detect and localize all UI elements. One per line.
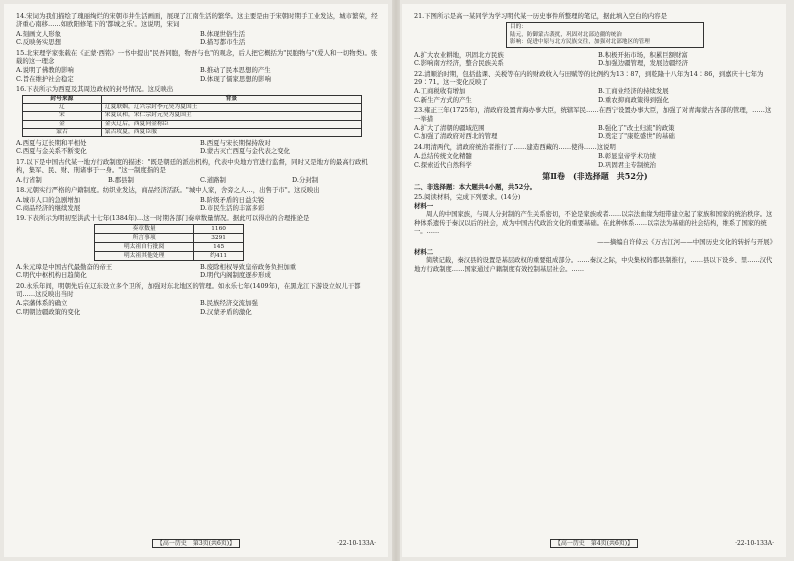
question-22: 22.清顺治时期，包括盐课、关税等在内的财政收入与田赋等的比例约为13∶87，到乾隆十八年为14∶86，到嘉庆十七年为29∶71。这一变化反映了 [414, 69, 764, 86]
section-2-instruction: 二、非选择题：本大题共4小题，共52分。 [414, 183, 536, 192]
page-number: 【高一历史 第3页(共6页)】 [152, 539, 240, 548]
question-21-options [414, 51, 776, 68]
table-header: 封号来源 [23, 95, 102, 103]
table-row [23, 120, 362, 128]
table-cell: 宋 [23, 112, 102, 120]
option-c: C.道路制 [200, 175, 226, 184]
question-17: 17.以下是中国古代某一地方行政制度的描述："既是朝廷的派出机构，代表中央地方官进行监督，同时又是地方的最高行政机构，集军、民、财、刑诸事于一身。"这一制度指的是 [16, 157, 368, 175]
table-cell: 蒙古攻夏，西夏臣服 [101, 128, 361, 136]
option-c: C.明朝边疆政策的变化 [16, 307, 81, 316]
question-20: 20.永乐年间，明朝先后在辽东设立多个卫所，加强对东北地区的管理。如永乐七年(1409年)，在黑龙江下游设立奴儿干都司……这反映出当时 [16, 281, 361, 298]
question-24-options [414, 152, 776, 169]
title-table [22, 95, 362, 137]
table-row [23, 128, 362, 136]
option-b: B.郡县制 [108, 175, 134, 184]
page-fold [392, 0, 400, 561]
option-d: D.体现了儒家思想的影响 [200, 74, 271, 83]
page-3-content [16, 12, 378, 531]
question-18-options [16, 196, 378, 213]
option-b: B.民族经济交流加强 [200, 299, 258, 308]
question-21: 21.下图所示是高一某同学为学习明代某一历史事件所整理的笔记，据此填入空白的内容是 [414, 12, 668, 20]
option-a: A.朱元璋是中国古代最勤奋的帝王 [16, 262, 113, 271]
question-19: 19.下表所示为明初至洪武十七年(1384年)…这一时期各部门奏章数量情况。据此可以得出的合理推论是 [16, 214, 310, 223]
option-b: B.阶级矛盾的日益尖锐 [200, 195, 265, 204]
note-line: 影响：促进中原与北方民族交往，加强对北部地区的管理 [510, 38, 650, 45]
page-4-content [414, 12, 776, 531]
option-d: D.蒙古灭亡西夏与金代表之变化 [200, 147, 291, 156]
option-a: A.行省制 [16, 175, 42, 184]
option-b: B.积极开拓市场，积累巨额财富 [598, 50, 688, 59]
option-d: D.描写都市生活 [200, 38, 246, 47]
page-4 [402, 4, 786, 557]
memorial-table [94, 224, 244, 261]
question-19-options [16, 263, 378, 280]
question-16: 16.下表所示为西夏及其周边政权的封号情况。这反映出 [16, 85, 174, 94]
option-d: D.巩固君主专制统治 [598, 160, 657, 169]
material-1-source: ——摘编自许倬云《万古江河——中国历史文化的转折与开展》 [597, 237, 776, 246]
option-c: C.影响南方经济，整合民族关系 [414, 59, 504, 68]
table-row [95, 224, 244, 233]
question-17-options [16, 176, 378, 184]
question-14: 14.宋词为我们描绘了瑰丽绚烂的宋朝市井生活画面，展现了江南生活的繁华。这主要是由于宋朝时期手工业发达，城市繁荣，经济重心南移……如欧阳修笔下的'都城之乐'。这说明，宋词 [16, 12, 378, 29]
table-cell: 约411 [194, 251, 244, 260]
question-20-options [16, 299, 378, 316]
option-c: C.新生产方式的产生 [414, 95, 472, 104]
option-d: D.加强边疆管理，发展边疆经济 [598, 59, 689, 68]
option-a: A.城市人口的急剧增加 [16, 195, 81, 204]
table-cell: 辽夏联姻，辽兴宗封李元昊为夏国王 [101, 103, 361, 111]
table-cell: 所言事项 [95, 233, 194, 242]
question-14-options [16, 30, 378, 47]
option-c: C.反映务实思想 [16, 38, 62, 47]
option-c: C.加强了清政府对西北的管理 [414, 132, 498, 141]
table-row [23, 103, 362, 111]
option-d: D.明代内阁制度逐步形成 [200, 271, 271, 280]
option-b: B.西夏与宋长期保持敌对 [200, 139, 271, 148]
table-row [23, 112, 362, 120]
material-2-text: 简牍记载，秦汉县的设置是基层政权的重要组成部分。……秦汉之际，中央集权的郡县制推行，……县以下设乡、里……汉代地方行政制度……国家通过户籍制度有效控制基层社会。…… [414, 257, 773, 273]
option-a: A.宗藩体系的确立 [16, 299, 68, 308]
option-d: D.奠定了"康乾盛世"的基础 [598, 132, 675, 141]
table-cell: 3291 [194, 233, 244, 242]
note-line: 陆元，防御蒙古袭扰，巩固对北部边疆的统治 [510, 31, 622, 38]
table-cell: 蒙古 [23, 128, 102, 136]
option-a: A.扩大了清朝的疆域范围 [414, 124, 485, 133]
option-c: C.明代中枢机构日趋简化 [16, 271, 87, 280]
page-3-footer [16, 539, 376, 549]
page-number: 【高一历史 第4页(共6页)】 [550, 539, 638, 548]
page-3 [4, 4, 388, 557]
table-cell: 金灭辽后，西夏向金称臣 [101, 120, 361, 128]
option-a: A.扩大农业耕地，巩固北方民族 [414, 50, 504, 59]
question-15-options [16, 66, 378, 83]
page-4-footer [414, 539, 774, 549]
option-b: B.彰显皇帝学术功绩 [598, 152, 656, 161]
table-cell: 145 [194, 242, 244, 251]
option-c: C.旨在维护社会稳定 [16, 74, 74, 83]
option-a: A.工商税收有增加 [414, 87, 466, 96]
exam-code: ·22-10-133A· [337, 540, 376, 547]
option-a: A.刻画文人形象 [16, 29, 61, 38]
option-d: D.分封制 [292, 175, 319, 184]
table-cell: 明太祖自行批阅 [95, 242, 194, 251]
table-cell: 辽 [23, 103, 102, 111]
option-b: B.体现世俗生活 [200, 29, 246, 38]
exam-code: ·22-10-133A· [735, 540, 774, 547]
study-note-box [506, 22, 704, 48]
question-23-options [414, 124, 776, 141]
material-1-text: 周人的中国家族，与周人分封制的产生关系密切，不论是家族或者……以宗法血缘为纽带建立起了家族和国家的统治秩序。这种体系遗传于秦汉以后的社会，成为中国古代政治文化的重要基础。在此种体系……以宗法为基础的社会结构，维系了国家的统一。…… [414, 211, 773, 235]
table-cell: 金 [23, 120, 102, 128]
table-row [95, 233, 244, 242]
option-d: D.市民生活的丰富多彩 [200, 203, 265, 212]
table-cell: 奏章数量 [95, 224, 194, 233]
option-a: A.总结传统文化精髓 [414, 152, 472, 161]
table-cell: 明太祖其他处理 [95, 251, 194, 260]
option-c: C.探索近代自然科学 [414, 160, 472, 169]
material-2-label: 材料二 [414, 248, 434, 257]
section-2-title: 第Ⅱ卷 (非选择题 共52分) [542, 171, 648, 182]
option-d: D.重农抑商政策得到强化 [598, 95, 669, 104]
option-b: B.废除相权导致皇帝政务负担加重 [200, 262, 297, 271]
option-c: C.商品经济的继续发展 [16, 203, 81, 212]
question-16-options [16, 139, 378, 156]
question-23: 23.雍正三年(1725年)，清政府设置青海办事大臣，统辖军民……在西宁设置办事大臣，加强了对青海蒙古各部的管理，……这一举措 [414, 106, 772, 123]
table-row [95, 242, 244, 251]
table-row [95, 251, 244, 260]
question-24: 24.明清两代，清政府统治者推行了……建造西藏的……使得……这说明 [414, 142, 616, 151]
option-d: D.汉蒙矛盾的激化 [200, 307, 252, 316]
question-22-options [414, 87, 776, 104]
option-a: A.西夏与辽长期和平相处 [16, 139, 87, 148]
table-cell: 宋夏议和，宋仁宗封元昊为夏国主 [101, 112, 361, 120]
option-a: A.说明了佛教的影响 [16, 66, 74, 75]
question-15: 15.北宋理学家张载在《正蒙·西铭》一书中提出"民吾同胞，物吾与也"的观念，后人把它概括为"民胞物与"(爱人和一切物类)。张载的这一理念 [16, 48, 378, 65]
material-1-label: 材料一 [414, 202, 434, 211]
table-header: 背景 [101, 95, 361, 103]
note-line: 目的： [510, 24, 527, 31]
question-25: 25.阅读材料，完成下列要求。(14分) [414, 192, 521, 201]
table-cell: 1160 [194, 224, 244, 233]
option-b: B.推动了民本思想的产生 [200, 66, 271, 75]
option-b: B.强化了"改土归流"的政策 [598, 124, 675, 133]
option-b: B.工商业经济的持续发展 [598, 87, 669, 96]
option-c: C.西夏与金关系不断变化 [16, 147, 87, 156]
question-18: 18.元朝实行严格的户籍制度。纺织业发达，商品经济活跃。"城中人家，舍旁之人…，出售于市"。这反映出 [16, 186, 320, 195]
